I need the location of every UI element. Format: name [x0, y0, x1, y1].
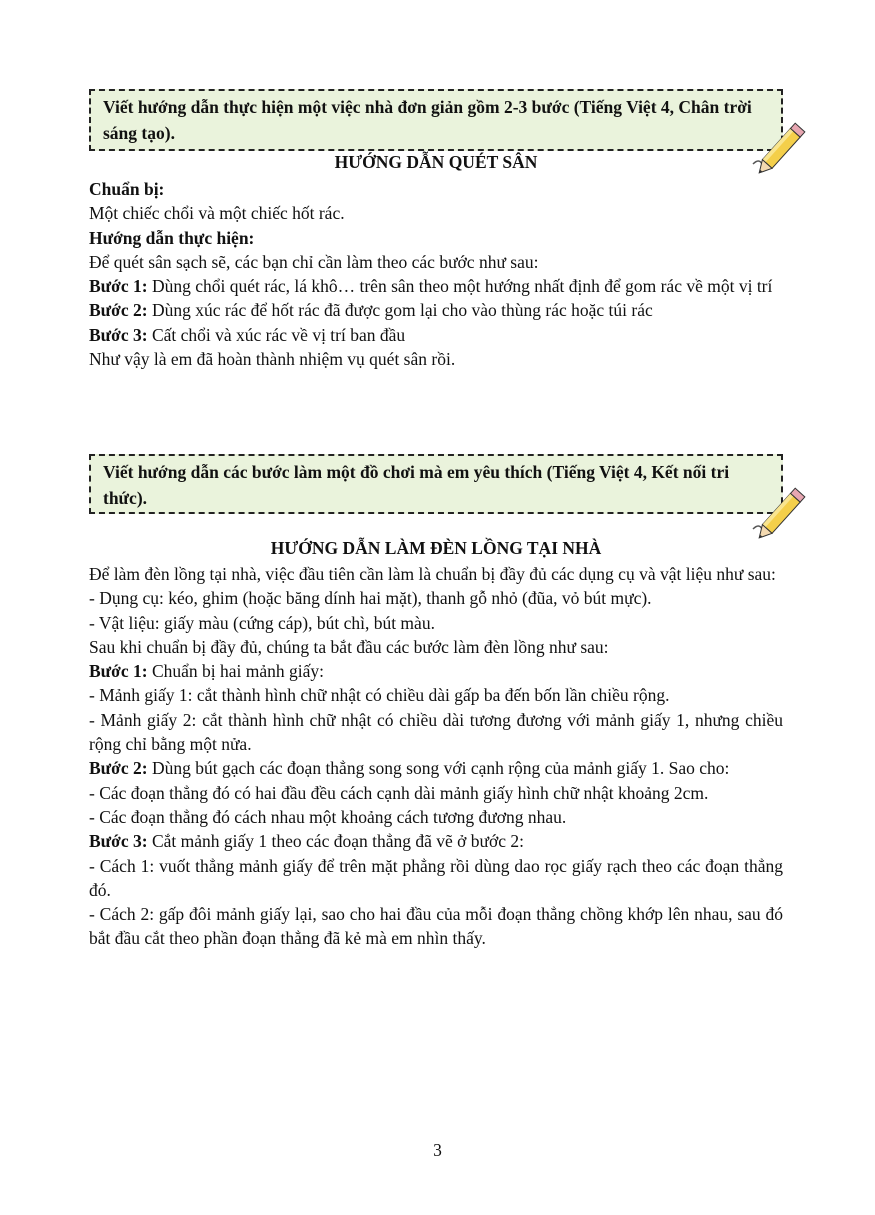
step-3 — [89, 829, 783, 853]
step-2 — [89, 756, 783, 780]
step-2-label: Bước 2: — [89, 758, 148, 779]
section2-body — [89, 562, 783, 951]
step-1-item-b: - Mảnh giấy 2: cắt thành hình chữ nhật có chiều dài tương đương với mảnh giấy 1, nhưng chiều rộng chỉ bằng một nửa. — [89, 709, 783, 755]
task-box-2 — [89, 454, 783, 514]
step-1-label: Bước 1: — [89, 661, 148, 682]
prep-text: Một chiếc chổi và một chiếc hốt rác. — [89, 203, 345, 224]
step-3-label: Bước 3: — [89, 324, 148, 345]
step-1 — [89, 274, 783, 298]
step-1-text: Chuẩn bị hai mảnh giấy: — [147, 661, 325, 682]
prep-label: Chuẩn bị: — [89, 179, 165, 199]
page-number: 3 — [433, 1140, 442, 1160]
heading-den-long: HƯỚNG DẪN LÀM ĐÈN LỒNG TẠI NHÀ — [270, 538, 602, 558]
step-3-text: Cất chổi và xúc rác về vị trí ban đầu — [147, 324, 406, 345]
start-line: Sau khi chuẩn bị đầy đủ, chúng ta bắt đầu các bước làm đèn lồng như sau: — [89, 636, 609, 657]
step-1 — [89, 659, 783, 683]
step-2-item-b: - Các đoạn thẳng đó cách nhau một khoảng cách tương đương nhau. — [89, 806, 567, 827]
step-1-item-a: - Mảnh giấy 1: cắt thành hình chữ nhật có chiều dài gấp ba đến bốn lần chiều rộng. — [89, 685, 670, 706]
outro-text: Như vậy là em đã hoàn thành nhiệm vụ quét sân rồi. — [89, 349, 456, 370]
pencil-icon — [745, 480, 815, 540]
step-2-text: Dùng xúc rác để hốt rác đã được gom lại cho vào thùng rác hoặc túi rác — [147, 300, 653, 321]
task-box-1 — [89, 89, 783, 151]
step-2 — [89, 298, 783, 322]
task-text-1: Viết hướng dẫn thực hiện một việc nhà đơn giản gồm 2-3 bước (Tiếng Việt 4, Chân trời sáng tạo). — [103, 97, 752, 143]
step-3-label: Bước 3: — [89, 831, 148, 852]
tools-line: - Dụng cụ: kéo, ghim (hoặc băng dính hai mặt), thanh gỗ nhỏ (đũa, vỏ bút mực). — [89, 588, 652, 609]
step-3-item-a: - Cách 1: vuốt thẳng mảnh giấy để trên mặt phẳng rồi dùng dao rọc giấy rạch theo các đoạn thẳng đó. — [89, 855, 783, 900]
heading-quet-san: HƯỚNG DẪN QUÉT SÂN — [334, 152, 538, 172]
materials-line: - Vật liệu: giấy màu (cứng cáp), bút chì, bút màu. — [89, 612, 435, 633]
step-2-text: Dùng bút gạch các đoạn thẳng song song với cạnh rộng của mảnh giấy 1. Sao cho: — [147, 758, 730, 779]
section1-body — [89, 177, 783, 371]
step-1-text: Dùng chổi quét rác, lá khô… trên sân theo một hướng nhất định để gom rác về một vị trí — [147, 276, 773, 297]
step-3-item-b: - Cách 2: gấp đôi mảnh giấy lại, sao cho hai đầu của mỗi đoạn thẳng chồng khớp lên nhau, sau đó bắt đầu cắt theo phần đoạn thẳng đã kẻ mà em nhìn thấy. — [89, 904, 783, 949]
intro-text: Để quét sân sạch sẽ, các bạn chỉ cần làm theo các bước như sau: — [89, 251, 539, 272]
guide-label: Hướng dẫn thực hiện: — [89, 227, 255, 248]
step-2-item-a: - Các đoạn thẳng đó có hai đầu đều cách cạnh dài mảnh giấy hình chữ nhật khoảng 2cm. — [89, 782, 709, 803]
step-3 — [89, 323, 783, 347]
step-1-label: Bước 1: — [89, 276, 148, 297]
step-3-text: Cắt mảnh giấy 1 theo các đoạn thẳng đã vẽ ở bước 2: — [147, 831, 525, 852]
task-text-2: Viết hướng dẫn các bước làm một đồ chơi mà em yêu thích (Tiếng Việt 4, Kết nối tri thức). — [103, 462, 730, 508]
intro-text: Để làm đèn lồng tại nhà, việc đầu tiên cần làm là chuẩn bị đầy đủ các dụng cụ và vật liệu như sau: — [89, 564, 776, 584]
step-2-label: Bước 2: — [89, 300, 148, 321]
